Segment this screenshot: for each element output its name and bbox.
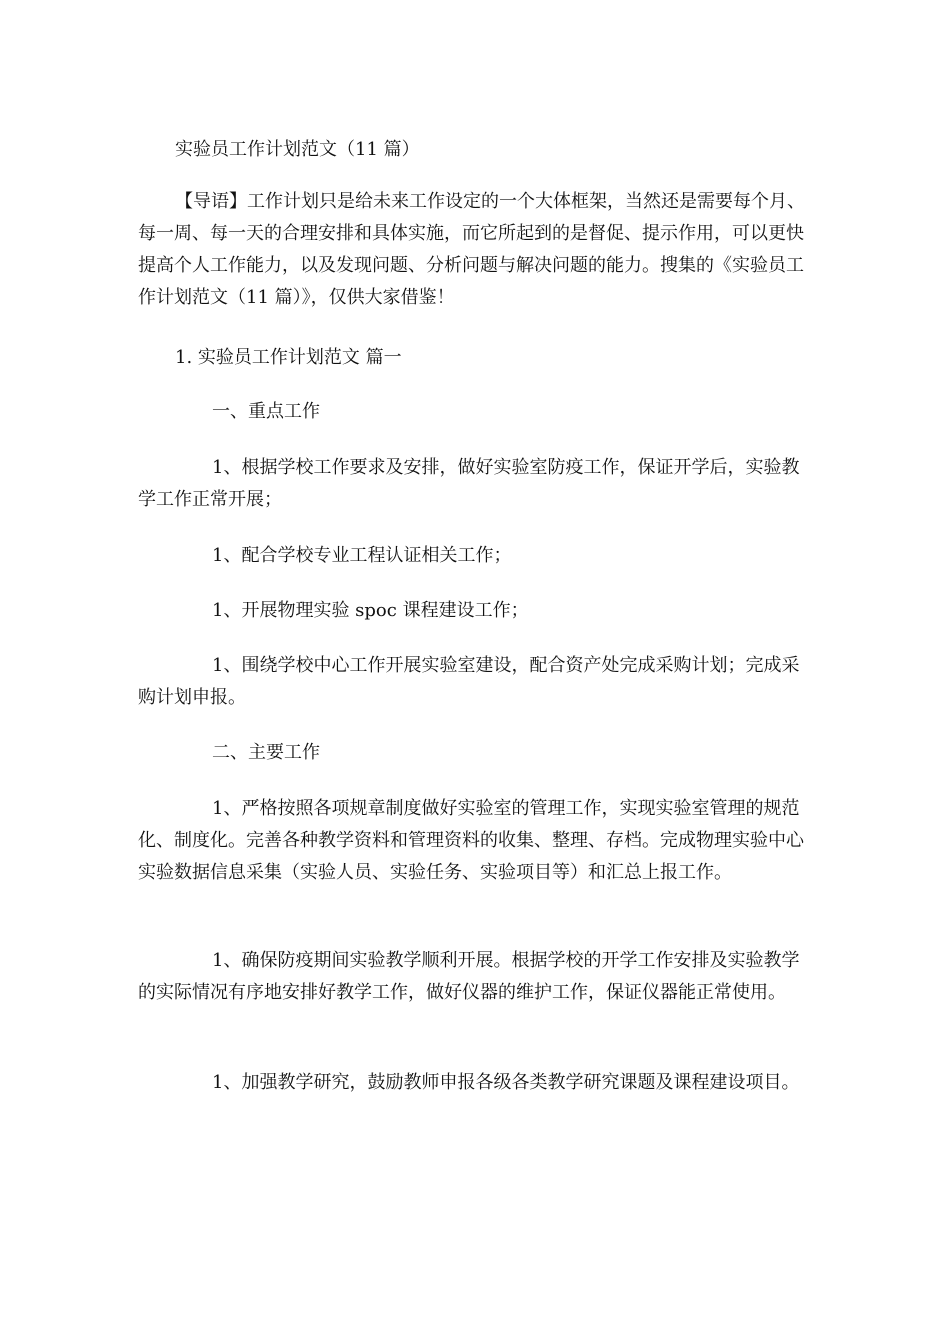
list-item: 1、配合学校专业工程认证相关工作； [212, 545, 512, 566]
list-item: 1、严格按照各项规章制度做好实验室的管理工作，实现实验室管理的规范化、制度化。完善各种教学资料和管理资料的收集、整理、存档。完成物理实验中心实验数据信息采集（实验人员、实验任务、实验项目等）和汇总上报工作。 [138, 798, 804, 883]
part-heading-main-work: 二、主要工作 [212, 742, 320, 763]
list-item: 1、加强教学研究，鼓励教师申报各级各类教学研究课题及课程建设项目。 [212, 1072, 800, 1093]
list-item: 1、开展物理实验 spoc 课程建设工作； [212, 600, 529, 621]
list-item: 1、围绕学校中心工作开展实验室建设，配合资产处完成采购计划；完成采购计划申报。 [138, 655, 800, 708]
section-heading: 1. 实验员工作计划范文 篇一 [175, 347, 402, 368]
intro-paragraph: 【导语】工作计划只是给未来工作设定的一个大体框架，当然还是需要每个月、每一周、每一天的合理安排和具体实施，而它所起到的是督促、提示作用，可以更快提高个人工作能力，以及发现问题、分析问题与解决问题的能力。搜集的《实验员工作计划范文（11 篇）》，仅供大家借鉴！ [138, 191, 805, 308]
list-item: 1、确保防疫期间实验教学顺利开展。根据学校的开学工作安排及实验教学的实际情况有序地安排好教学工作，做好仪器的维护工作，保证仪器能正常使用。 [138, 950, 800, 1003]
list-item: 1、根据学校工作要求及安排，做好实验室防疫工作，保证开学后，实验教学工作正常开展； [138, 457, 800, 510]
document-title: 实验员工作计划范文（11 篇） [175, 139, 420, 160]
part-heading-key-work: 一、重点工作 [212, 401, 320, 422]
